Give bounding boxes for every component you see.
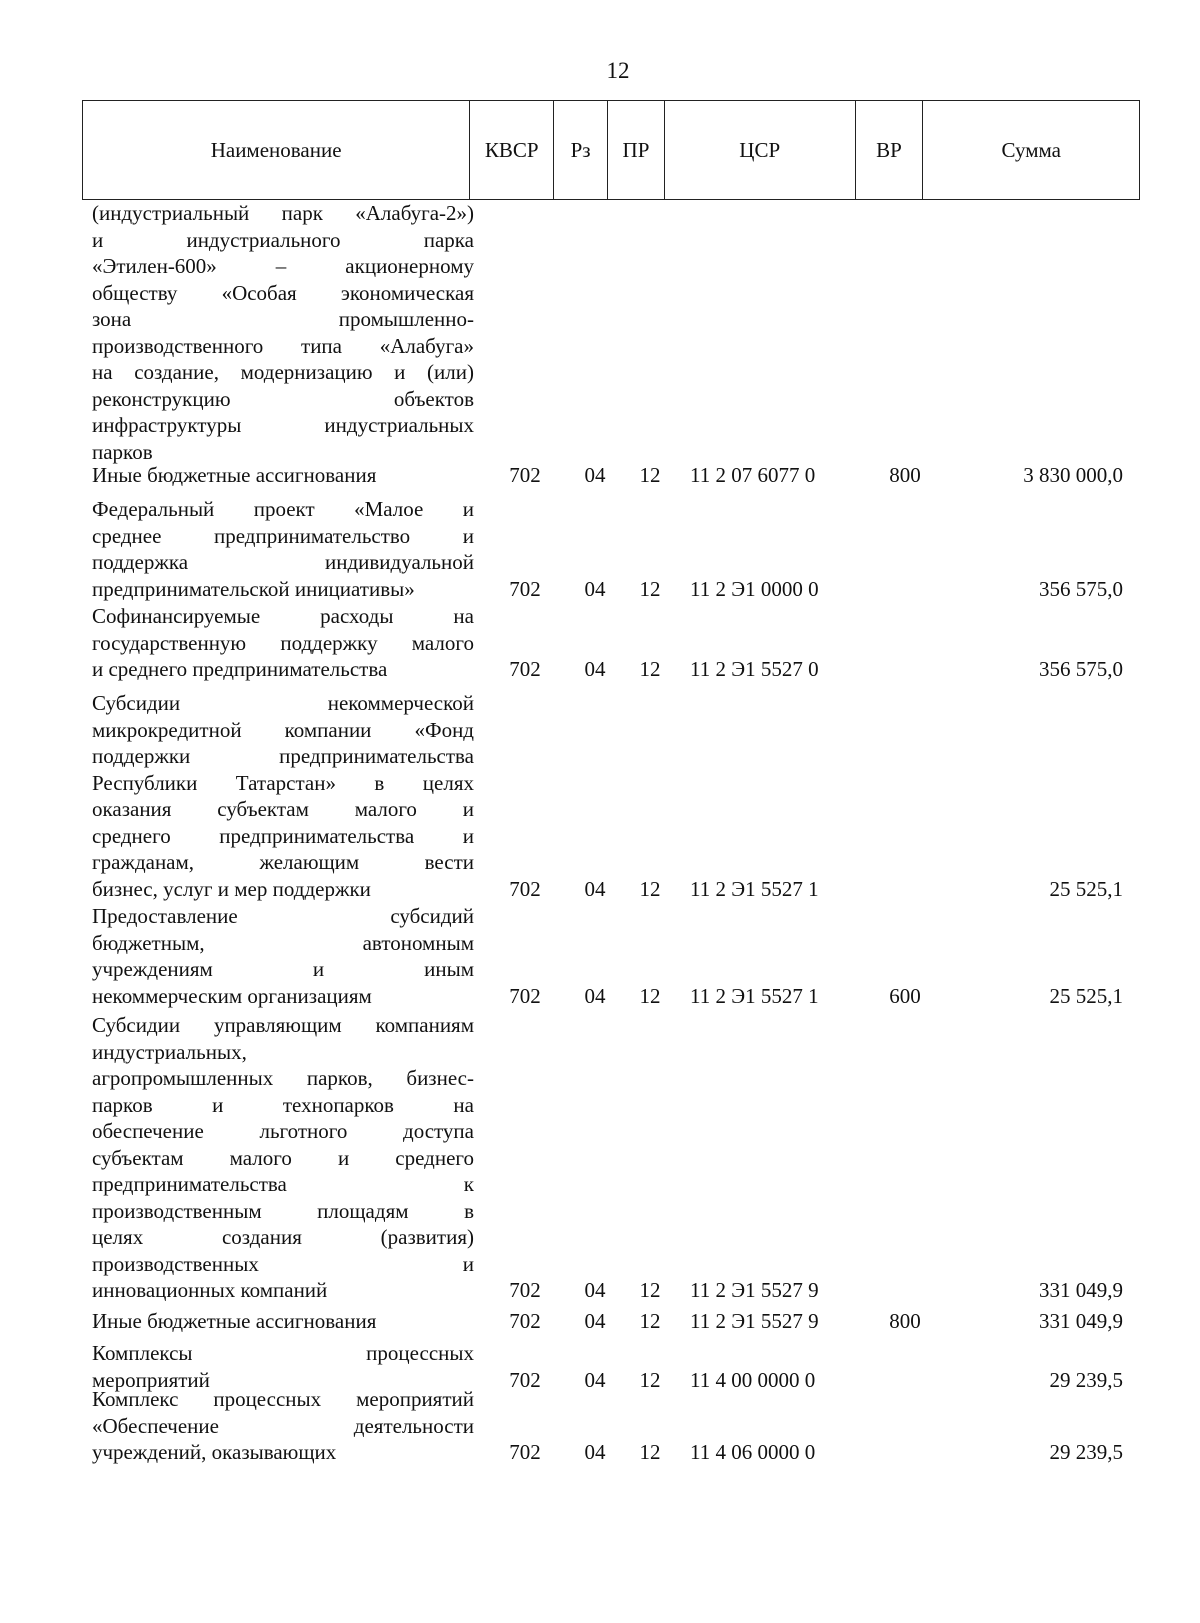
row-name: [92, 1012, 474, 1304]
row-name: [92, 496, 474, 602]
cell-kvsr: 702: [509, 1440, 541, 1464]
row-name-line: микрокредитной компании «Фонд: [92, 717, 474, 742]
table-row: [0, 200, 1200, 465]
row-name-line: индустриальных,: [92, 1039, 247, 1064]
cell-kvsr: 702: [509, 463, 541, 487]
cell-rz: 04: [584, 876, 606, 901]
cell-csr: 11 2 Э1 5527 1: [690, 876, 819, 901]
cell-sum: 29 239,5: [1049, 1440, 1123, 1464]
cell-pr: 12: [639, 1367, 661, 1392]
cell-rz: 04: [584, 1278, 606, 1302]
row-name-line: оказания субъектам малого и: [92, 797, 474, 821]
cell-csr: 11 4 00 0000 0: [690, 1367, 816, 1392]
table-header: [82, 100, 1140, 200]
cell-rz: 04: [584, 657, 606, 681]
row-name-line: Комплексы процессных: [92, 1341, 474, 1365]
row-name-line: Субсидии некоммерческой: [92, 691, 474, 715]
row-name-line: бюджетным, автономным: [92, 930, 474, 955]
cell-csr: 11 2 Э1 5527 1: [690, 983, 819, 1008]
row-name-line: инфраструктуры индустриальных: [92, 413, 474, 437]
row-name-line: парков и технопарков на: [92, 1092, 474, 1117]
cell-pr: 12: [639, 983, 661, 1008]
row-name-line: производственного типа «Алабуга»: [92, 333, 474, 358]
cell-pr: 12: [639, 876, 661, 901]
cell-sum: 29 239,5: [1049, 1367, 1123, 1392]
row-name-line: государственную поддержку малого: [92, 630, 474, 655]
row-name-line: учреждениям и иным: [92, 957, 474, 981]
cell-sum: 25 525,1: [1049, 876, 1123, 901]
row-name-line: парков: [92, 439, 153, 464]
cell-sum: 331 049,9: [1039, 1309, 1123, 1333]
row-name-line: и среднего предпринимательства: [92, 657, 388, 681]
table-row: [0, 1386, 1200, 1466]
row-name-line: субъектам малого и среднего: [92, 1145, 474, 1170]
table-row: [0, 1012, 1200, 1304]
row-name-line: «Этилен-600» – акционерному: [92, 254, 474, 278]
row-name-line: Предоставление субсидий: [92, 904, 474, 928]
table-row: [0, 603, 1200, 683]
cell-csr: 11 2 Э1 5527 0: [690, 657, 819, 681]
row-name: [92, 1308, 474, 1335]
row-name-line: среднее предпринимательство и: [92, 523, 474, 548]
cell-pr: 12: [639, 657, 661, 681]
column-header-kvsr: КВСР: [470, 101, 554, 199]
row-name: [92, 1386, 474, 1466]
column-header-vr: ВР: [856, 101, 924, 199]
row-name-line: мероприятий: [92, 1367, 210, 1392]
row-name-line: Субсидии управляющим компаниям: [92, 1013, 474, 1037]
table-row: [0, 496, 1200, 602]
cell-vr: 600: [889, 983, 921, 1008]
row-name: [92, 903, 474, 1009]
cell-rz: 04: [584, 1367, 606, 1392]
cell-rz: 04: [584, 983, 606, 1008]
row-name-line: обществу «Особая экономическая: [92, 280, 474, 305]
column-header-pr: ПР: [608, 101, 665, 199]
page-number: 12: [606, 58, 630, 83]
row-name-line: и индустриального парка: [92, 227, 474, 252]
row-name-line: обеспечение льготного доступа: [92, 1119, 474, 1143]
cell-csr: 11 4 06 0000 0: [690, 1440, 816, 1464]
table-row: [0, 903, 1200, 1009]
table-row: [0, 462, 1200, 489]
row-name-line: Республики Татарстан» в целях: [92, 770, 474, 795]
row-name-line: Комплекс процессных мероприятий: [92, 1387, 474, 1411]
row-name: [92, 200, 474, 465]
table-row: [0, 690, 1200, 902]
cell-sum: 25 525,1: [1049, 983, 1123, 1008]
row-name-line: поддержка индивидуальной: [92, 550, 474, 574]
cell-sum: 356 575,0: [1039, 657, 1123, 681]
column-header-sum: Сумма: [1001, 137, 1061, 162]
row-name-line: предпринимательства к: [92, 1172, 474, 1196]
row-name-line: поддержки предпринимательства: [92, 744, 474, 768]
row-name-line: зона промышленно-: [92, 307, 474, 331]
cell-vr: 800: [889, 1309, 921, 1333]
cell-sum: 331 049,9: [1039, 1278, 1123, 1302]
cell-kvsr: 702: [509, 1278, 541, 1302]
cell-rz: 04: [584, 463, 606, 487]
row-name-line: «Обеспечение деятельности: [92, 1413, 474, 1438]
row-name-line: среднего предпринимательства и: [92, 823, 474, 848]
row-name-line: учреждений, оказывающих: [92, 1440, 337, 1464]
row-name-line: реконструкцию объектов: [92, 386, 474, 411]
row-name-line: инновационных компаний: [92, 1278, 328, 1302]
cell-csr: 11 2 Э1 5527 9: [690, 1278, 819, 1302]
cell-pr: 12: [639, 1278, 661, 1302]
row-name-line: Софинансируемые расходы на: [92, 604, 474, 628]
column-header-name: Наименование: [83, 101, 470, 199]
cell-kvsr: 702: [509, 657, 541, 681]
cell-kvsr: 702: [509, 983, 541, 1008]
cell-pr: 12: [639, 463, 661, 487]
row-name: [92, 603, 474, 683]
row-name-line: Иные бюджетные ассигнования: [92, 463, 377, 487]
cell-sum: 3 830 000,0: [1023, 463, 1123, 487]
cell-pr: 12: [639, 576, 661, 601]
cell-vr: 800: [889, 463, 921, 487]
cell-kvsr: 702: [509, 1367, 541, 1392]
row-name-line: производственных и: [92, 1251, 474, 1276]
cell-rz: 04: [584, 576, 606, 601]
cell-kvsr: 702: [509, 576, 541, 601]
row-name-line: на создание, модернизацию и (или): [92, 360, 474, 384]
row-name-line: (индустриальный парк «Алабуга-2»): [92, 201, 474, 225]
row-name-line: Федеральный проект «Малое и: [92, 497, 474, 521]
cell-kvsr: 702: [509, 1309, 541, 1333]
cell-csr: 11 2 Э1 0000 0: [690, 576, 819, 601]
cell-sum: 356 575,0: [1039, 576, 1123, 601]
cell-kvsr: 702: [509, 876, 541, 901]
row-name: [92, 690, 474, 902]
row-name-line: Иные бюджетные ассигнования: [92, 1309, 377, 1333]
cell-rz: 04: [584, 1440, 606, 1464]
row-name-line: бизнес, услуг и мер поддержки: [92, 876, 371, 901]
cell-pr: 12: [639, 1309, 661, 1333]
row-name: [92, 462, 474, 489]
row-name-line: агропромышленных парков, бизнес-: [92, 1066, 474, 1090]
table-row: [0, 1308, 1200, 1335]
column-header-rz: Рз: [554, 101, 608, 199]
row-name-line: предпринимательской инициативы»: [92, 576, 415, 601]
cell-rz: 04: [584, 1309, 606, 1333]
row-name-line: производственным площадям в: [92, 1198, 474, 1223]
cell-csr: 11 2 07 6077 0: [690, 463, 816, 487]
column-header-csr: ЦСР: [665, 101, 856, 199]
cell-csr: 11 2 Э1 5527 9: [690, 1309, 819, 1333]
row-name-line: некоммерческим организациям: [92, 983, 372, 1008]
row-name-line: целях создания (развития): [92, 1225, 474, 1249]
row-name-line: гражданам, желающим вести: [92, 850, 474, 874]
cell-pr: 12: [639, 1440, 661, 1464]
